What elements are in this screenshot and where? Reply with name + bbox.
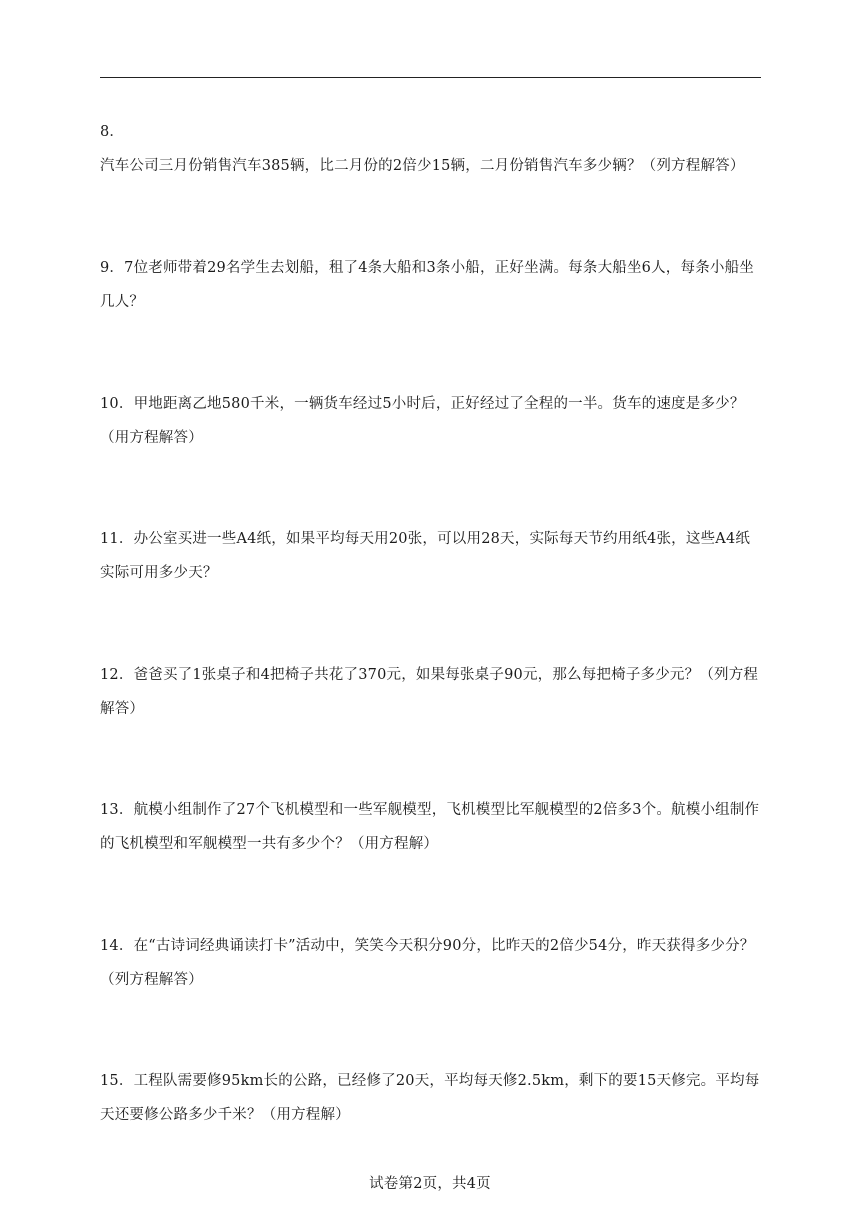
question-number: 12． bbox=[100, 667, 134, 683]
question-9 bbox=[100, 251, 764, 319]
question-13 bbox=[100, 793, 764, 861]
question-number: 10． bbox=[100, 396, 134, 412]
question-number: 15． bbox=[100, 1073, 134, 1089]
question-11 bbox=[100, 522, 764, 590]
question-number: 9． bbox=[100, 260, 125, 276]
question-14 bbox=[100, 929, 764, 997]
question-text: 航模小组制作了27个飞机模型和一些军舰模型，飞机模型比军舰模型的2倍多3个。航模小组制作的飞机模型和军舰模型一共有多少个？（用方程解） bbox=[100, 802, 760, 852]
question-number: 14． bbox=[100, 938, 134, 954]
question-number: 8． bbox=[100, 124, 125, 140]
question-12 bbox=[100, 658, 764, 726]
question-number: 13． bbox=[100, 802, 134, 818]
header-rule bbox=[100, 77, 761, 78]
question-text: 汽车公司三月份销售汽车385辆，比二月份的2倍少15辆，二月份销售汽车多少辆？（列方程解答） bbox=[100, 158, 745, 174]
question-text: 7位老师带着29名学生去划船，租了4条大船和3条小船，正好坐满。每条大船坐6人，每条小船坐几人？ bbox=[100, 260, 754, 310]
question-text: 爸爸买了1张桌子和4把椅子共花了370元，如果每张桌子90元，那么每把椅子多少元？（列方程解答） bbox=[100, 667, 759, 717]
question-15 bbox=[100, 1064, 764, 1132]
question-number: 11． bbox=[100, 531, 134, 547]
page-footer: 试卷第2页，共4页 bbox=[369, 1176, 491, 1192]
question-text: 甲地距离乙地580千米，一辆货车经过5小时后，正好经过了全程的一半。货车的速度是多少？（用方程解答） bbox=[100, 396, 745, 446]
question-10 bbox=[100, 387, 764, 455]
question-text: 在“古诗词经典诵读打卡”活动中，笑笑今天积分90分，比昨天的2倍少54分，昨天获得多少分？（列方程解答） bbox=[100, 938, 755, 988]
question-8 bbox=[100, 115, 764, 183]
question-text: 办公室买进一些A4纸，如果平均每天用20张，可以用28天，实际每天节约用纸4张，这些A4纸实际可用多少天？ bbox=[100, 531, 751, 581]
question-text: 工程队需要修95km长的公路，已经修了20天，平均每天修2.5km，剩下的要15天修完。平均每天还要修公路多少千米？（用方程解） bbox=[100, 1073, 760, 1123]
